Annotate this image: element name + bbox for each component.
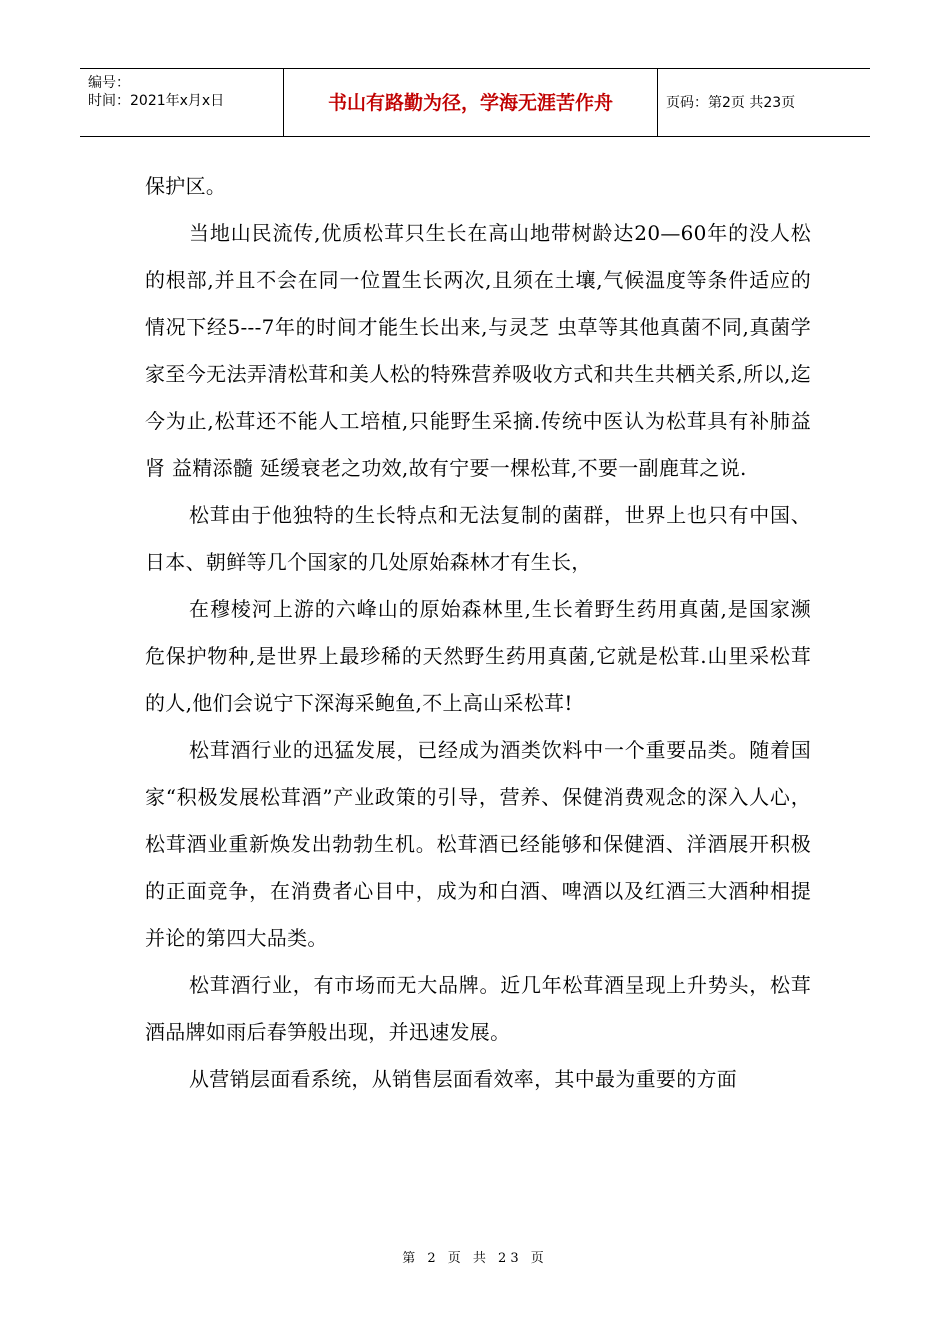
body-paragraph: 保护区。 [145, 174, 227, 198]
body-paragraph: 当地山民流传,优质松茸只生长在高山地带树龄达20—60年的没人松的根部,并且不会在同一位置生长两次,且须在土壤,气候温度等条件适应的情况下经5---7年的时间才能生长出来,与灵芝 虫草等其他真菌不同,真菌学家至今无法弄清松茸和美人松的特殊营养吸收方式和共生共栖关系,所以,迄今为止,松茸还不能人工培植,只能野生采摘.传统中医认为松茸具有补肺益肾 益精添髓 延缓衰老之功效,故有宁要一棵松茸,不要一副鹿茸之说. [145, 221, 811, 480]
body-paragraph: 松茸酒行业的迅猛发展，已经成为酒类饮料中一个重要品类。随着国家“积极发展松茸酒”产业政策的引导，营养、保健消费观念的深入人心，松茸酒业重新焕发出勃勃生机。松茸酒已经能够和保健酒、洋酒展开积极的正面竞争，在消费者心目中，成为和白酒、啤酒以及红酒三大酒种相提并论的第四大品类。 [145, 738, 811, 950]
page-footer: 第 2 页 共 23 页 [402, 1251, 548, 1266]
header-page-cell [657, 69, 870, 136]
document-header [80, 68, 870, 137]
body-paragraph: 松茸酒行业，有市场而无大品牌。近几年松茸酒呈现上升势头，松茸酒品牌如雨后春笋般出现，并迅速发展。 [145, 973, 811, 1044]
body-paragraph: 松茸由于他独特的生长特点和无法复制的菌群，世界上也只有中国、日本、朝鲜等几个国家的几处原始森林才有生长， [145, 503, 811, 574]
document-time-label: 时间：2021年x月x日 [88, 93, 225, 109]
header-meta-cell [80, 69, 283, 136]
header-page-info: 页码：第2页 共23页 [666, 95, 796, 111]
header-motto: 书山有路勤为径，学海无涯苦作舟 [327, 92, 613, 114]
body-paragraph: 从营销层面看系统，从销售层面看效率，其中最为重要的方面 [189, 1067, 738, 1091]
body-paragraph: 在穆棱河上游的六峰山的原始森林里,生长着野生药用真菌,是国家濒危保护物种,是世界上最珍稀的天然野生药用真菌,它就是松茸.山里采松茸的人,他们会说宁下深海采鲍鱼,不上高山采松茸! [145, 597, 811, 715]
document-number-label: 编号： [88, 75, 130, 91]
document-body [145, 163, 811, 1103]
header-motto-cell [283, 69, 658, 136]
